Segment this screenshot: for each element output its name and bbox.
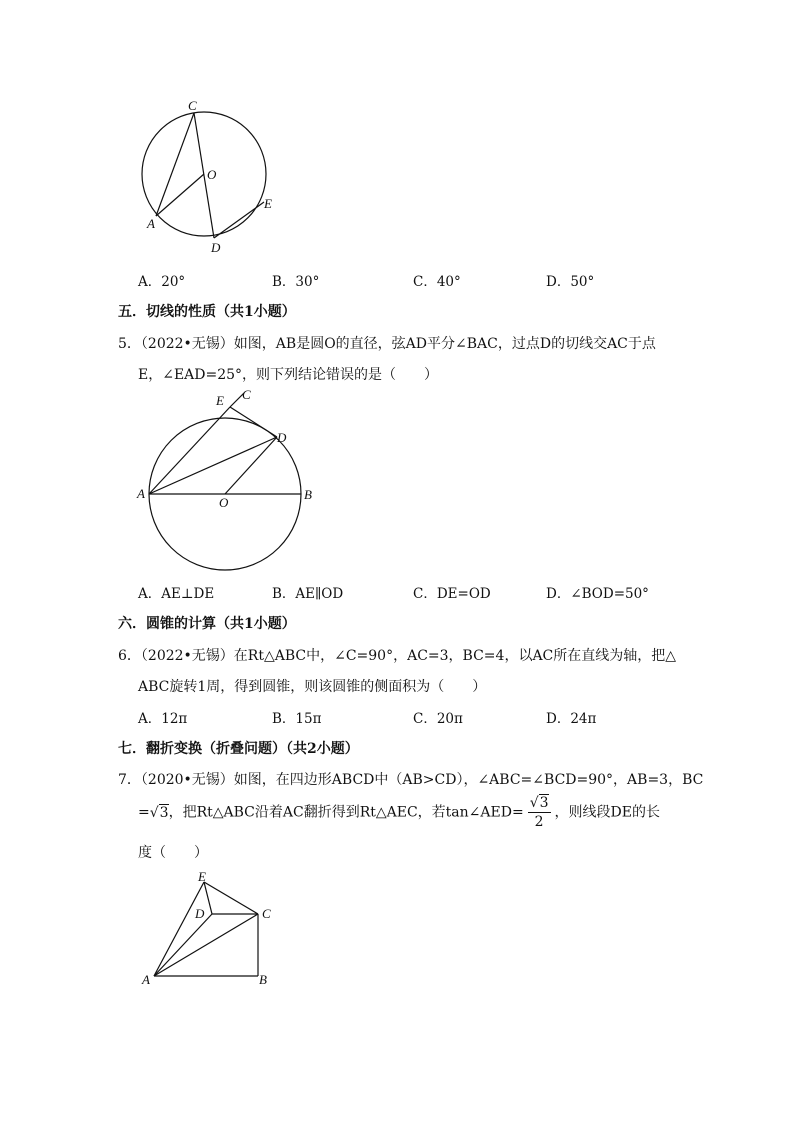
label-E: E — [264, 196, 272, 211]
q4-option-a: A．20° — [138, 274, 186, 290]
fraction-sqrt3-over-2: $\frac{√3}{2}$ — [529, 795, 549, 830]
q6-option-a: A．12π — [138, 711, 188, 727]
q6-text-line2: ABC旋转1周，得到圆锥，则该圆锥的侧面积为（ ） — [138, 679, 487, 695]
sqrt-3: √3 — [149, 804, 169, 821]
label-E: E — [216, 393, 224, 408]
label-A: A — [137, 486, 145, 501]
q7-text-line1: 7．（2020•无锡）如图，在四边形ABCD中（AB>CD），∠ABC=∠BCD=90°，AB=3，BC — [118, 772, 704, 788]
label-O: O — [207, 167, 217, 182]
q4-option-b: B．30° — [272, 274, 320, 290]
q6-text-line1: 6．（2022•无锡）在Rt△ABC中，∠C=90°，AC=3，BC=4，以AC所在直线为轴，把△ — [118, 648, 677, 664]
label-C: C — [242, 387, 251, 402]
q5-option-c: C．DE=OD — [413, 586, 491, 602]
label-B: B — [304, 487, 312, 502]
label-A: A — [147, 216, 155, 231]
q5-text-line1: 5．（2022•无锡）如图，AB是圆O的直径，弦AD平分∠BAC，过点D的切线交AC于点 — [118, 336, 656, 352]
section-5-title: 五．切线的性质（共1小题） — [118, 304, 296, 320]
label-O: O — [219, 495, 229, 510]
label-D: D — [277, 430, 287, 445]
section-6-title: 六．圆锥的计算（共1小题） — [118, 616, 296, 632]
q6-option-b: B．15π — [272, 711, 322, 727]
q6-option-d: D．24π — [546, 711, 597, 727]
q5-option-b: B．AE∥OD — [272, 586, 344, 602]
q7-line2-mid: ，把Rt△ABC沿着AC翻折得到Rt△AEC，若tan∠AED= — [168, 804, 524, 821]
section-7-title: 七．翻折变换（折叠问题）（共2小题） — [118, 741, 359, 757]
figure-circle-q4 — [130, 98, 290, 260]
label-A: A — [142, 972, 150, 987]
label-E: E — [198, 869, 206, 884]
label-C: C — [188, 98, 197, 113]
q7-line2-post: ，则线段DE的长 — [554, 804, 660, 821]
q5-option-d: D．∠BOD=50° — [546, 586, 649, 602]
label-D: D — [195, 906, 205, 921]
label-D: D — [211, 240, 221, 255]
q7-text-line2 — [138, 794, 660, 831]
q4-option-d: D．50° — [546, 274, 595, 290]
q5-text-line2: E，∠EAD=25°，则下列结论错误的是（ ） — [138, 367, 439, 383]
q7-text-line3: 度（ ） — [138, 845, 208, 861]
figure-quadrilateral-q7 — [138, 866, 278, 990]
q7-line2-pre: = — [138, 804, 150, 821]
q5-option-a: A．AE⊥DE — [138, 586, 215, 602]
figure-circle-q5 — [132, 385, 322, 585]
q4-option-c: C．40° — [413, 274, 461, 290]
q6-option-c: C．20π — [413, 711, 463, 727]
label-C: C — [262, 906, 271, 921]
label-B: B — [259, 972, 267, 987]
